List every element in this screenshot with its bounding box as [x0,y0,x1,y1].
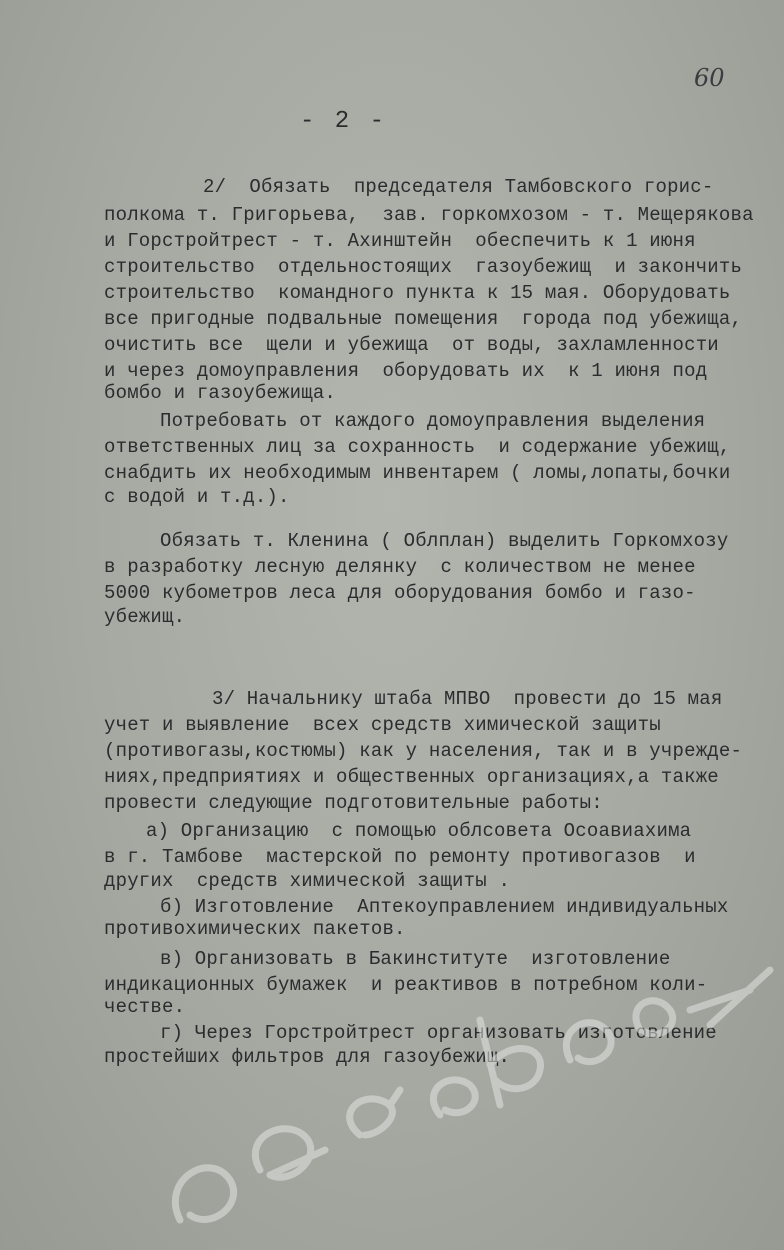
text-line: 2/ Обязать председателя Тамбовского горис- [203,176,714,198]
text-line: Потребовать от каждого домоуправления выделения [160,410,706,432]
text-line: в) Организовать в Бакинституте изготовление [160,948,671,970]
text-line: честве. [104,996,186,1018]
text-line: 3/ Начальнику штаба МПВО провести до 15 мая [212,688,723,710]
text-line: противохимических пакетов. [104,918,406,940]
text-line: в г. Тамбове мастерской по ремонту противогазов и [104,846,696,868]
text-line: а) Организацию с помощью облсовета Осоавиахима [146,820,692,842]
text-line: 5000 кубометров леса для оборудования бомбо и газо- [104,582,696,604]
text-line: и Горстройтрест - т. Ахинштейн обеспечить к 1 июня [104,230,696,252]
text-line: убежищ. [104,606,186,628]
text-line: б) Изготовление Аптекоуправлением индивидуальных [160,896,729,918]
text-line: и через домоуправления оборудовать их к 1 июня под [104,360,708,382]
text-line: индикационных бумажек и реактивов в потребном коли- [104,974,708,996]
text-line: других средств химической защиты . [104,870,511,892]
text-line: в разработку лесную делянку с количеством не менее [104,556,696,578]
text-line: ответственных лиц за сохранность и содержание убежищ, [104,436,731,458]
folio-number: 60 [694,64,725,92]
text-line: с водой и т.д.). [104,486,290,508]
text-line: строительство отдельностоящих газоубежищ и закончить [104,256,743,278]
text-line: простейших фильтров для газоубежищ. [104,1046,511,1068]
text-line: очистить все щели и убежища от воды, захламленности [104,334,719,356]
text-line: Обязать т. Кленина ( Облплан) выделить Горкомхозу [160,530,729,552]
text-line: ниях,предприятиях и общественных организациях,а также [104,766,719,788]
text-line: учет и выявление всех средств химической защиты [104,714,661,736]
text-line: снабдить их необходимым инвентарем ( ломы,лопаты,бочки [104,462,731,484]
page-number: - 2 - [300,108,388,135]
text-line: (противогазы,костюмы) как у населения, так и в учрежде- [104,740,743,762]
text-line: все пригодные подвальные помещения города под убежища, [104,308,743,330]
text-line: бомбо и газоубежища. [104,382,337,404]
text-line: провести следующие подготовительные работы: [104,792,603,814]
text-line: г) Через Горстройтрест организовать изготовление [160,1022,717,1044]
text-line: строительство командного пункта к 15 мая. Оборудовать [104,282,731,304]
text-line: полкома т. Григорьева, зав. горкомхозом - т. Мещерякова [104,204,754,226]
